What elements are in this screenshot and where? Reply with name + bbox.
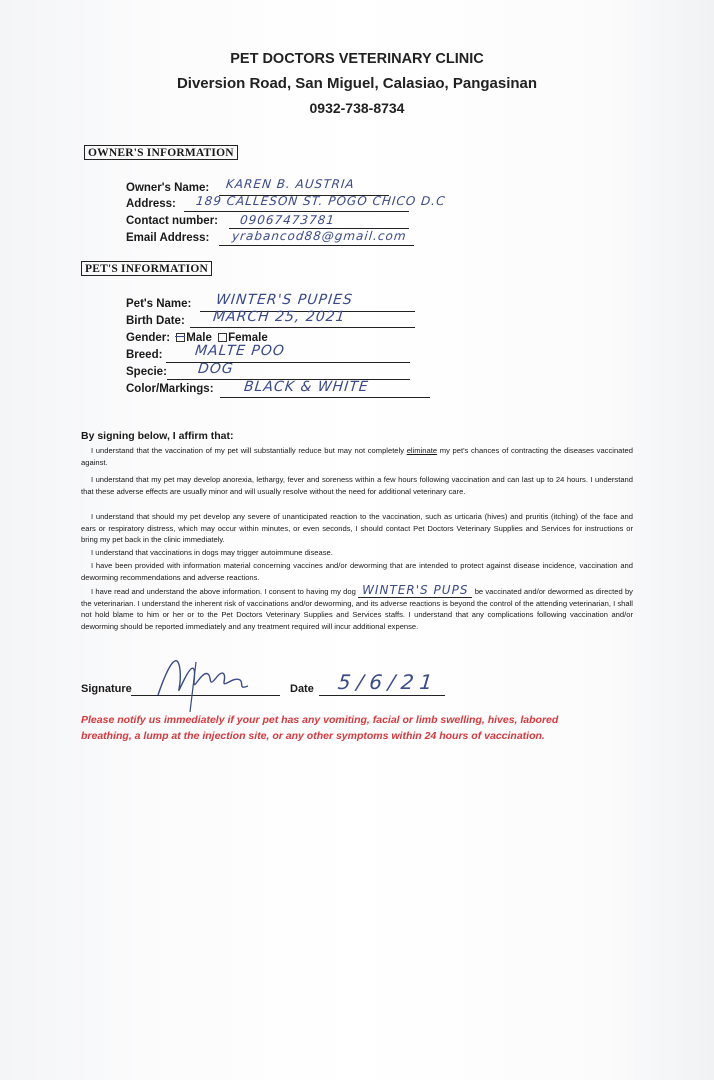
pet-name-label: Pet's Name: <box>126 298 192 310</box>
owner-contact-value: 09067473781 <box>239 213 336 227</box>
affirmation-paragraph-5: I have been provided with information material concerning vaccines and/or deworming that are intended to protect against disease incidence, vaccination and deworming recommendations and adverse reactions. <box>81 561 633 582</box>
owner-email-label: Email Address: <box>126 232 210 244</box>
affirmation-title: By signing below, I affirm that: <box>81 430 234 442</box>
clinic-address: Diversion Road, San Miguel, Calasiao, Pangasinan <box>176 75 538 92</box>
pet-color-line <box>220 397 430 398</box>
female-checkbox[interactable] <box>218 333 227 342</box>
owner-address-line <box>184 211 409 212</box>
consent-dog-name: WINTER'S PUPS <box>358 583 472 598</box>
pet-gender-label: Gender: <box>126 332 171 344</box>
date-line <box>319 695 445 696</box>
clinic-name: PET DOCTORS VETERINARY CLINIC <box>230 51 484 67</box>
pet-breed-label: Breed: <box>126 349 163 361</box>
owner-section-title: OWNER'S INFORMATION <box>84 145 238 160</box>
affirmation-paragraph-2: I understand that my pet may develop anorexia, lethargy, fever and soreness within a few hours following vaccination and can last up to 24 hours. I understand that these adverse effects are usually minor and will usually resolve without the need for additional veterinary care. <box>81 475 633 496</box>
owner-name-label: Owner's Name: <box>126 182 210 194</box>
pet-specie-value: DOG <box>197 361 235 377</box>
pet-birthdate-line <box>190 327 415 328</box>
handwritten-signature <box>150 640 260 715</box>
affirmation-paragraph-4: I understand that vaccinations in dogs may trigger autoimmune disease. <box>91 548 333 557</box>
signature-label: Signature <box>81 683 132 695</box>
pet-color-value: BLACK & WHITE <box>243 379 370 395</box>
owner-email-line <box>219 245 414 246</box>
pet-color-label: Color/Markings: <box>126 383 214 395</box>
gender-female-option: Female <box>228 332 268 344</box>
pet-name-value: WINTER'S PUPIES <box>215 292 354 308</box>
pet-birthdate-value: MARCH 25, 2021 <box>212 309 347 325</box>
owner-address-value: 189 CALLESON ST. POGO CHICO D.C <box>195 194 447 208</box>
vaccination-notice: Please notify us immediately if your pet has any vomiting, facial or limb swelling, hives, labored breathing, a lump at the injection site, or any other symptoms within 24 hours of vaccination. <box>81 714 559 742</box>
male-checkbox[interactable] <box>176 333 185 342</box>
affirmation-paragraph-6: I have read and understand the above information. I consent to having my dog WINTER'S PUPS be vaccinated and/or dewormed as directed by the veterinarian. I understand the inherent risk of vaccinations and/or deworming, and its adverse reactions is beyond the control of the attending veterinarian, I shall not hold blame to him or her or to the Pet Doctors Veterinary Supplies and Services staffs. I understand that any complications following vaccination and/or deworming should be reported immediately and any treatment required will incur additional expense. <box>81 583 633 631</box>
owner-email-value: yrabancod88@gmail.com <box>231 229 408 243</box>
affirmation-paragraph-3: I understand that should my pet develop any severe of unanticipated reaction to the vaccination, such as urticaria (hives) and pruritis (itching) of the face and ears or respiratory distress, which may occur within minutes, or even seconds, I should contact Pet Doctors Veterinary Supplies and Services for instructions or bring my pet back in the clinic immediately. <box>81 512 633 544</box>
owner-name-value: KAREN B. AUSTRIA <box>225 177 356 191</box>
affirmation-paragraph-1: I understand that the vaccination of my pet will substantially reduce but may not completely eliminate my pet's chances of contracting the diseases vaccinated against. <box>81 446 633 467</box>
date-value: 5/6/21 <box>336 670 440 694</box>
owner-contact-label: Contact number: <box>126 215 218 227</box>
pet-breed-value: MALTE POO <box>194 343 286 359</box>
pet-section-title: PET'S INFORMATION <box>81 261 212 276</box>
pet-specie-label: Specie: <box>126 366 167 378</box>
date-label: Date <box>290 683 314 695</box>
clinic-phone: 0932-738-8734 <box>309 100 405 116</box>
owner-address-label: Address: <box>126 198 176 210</box>
pet-birthdate-label: Birth Date: <box>126 315 185 327</box>
eliminate-underlined: eliminate <box>406 446 438 455</box>
gender-male-option: Male <box>186 332 212 344</box>
